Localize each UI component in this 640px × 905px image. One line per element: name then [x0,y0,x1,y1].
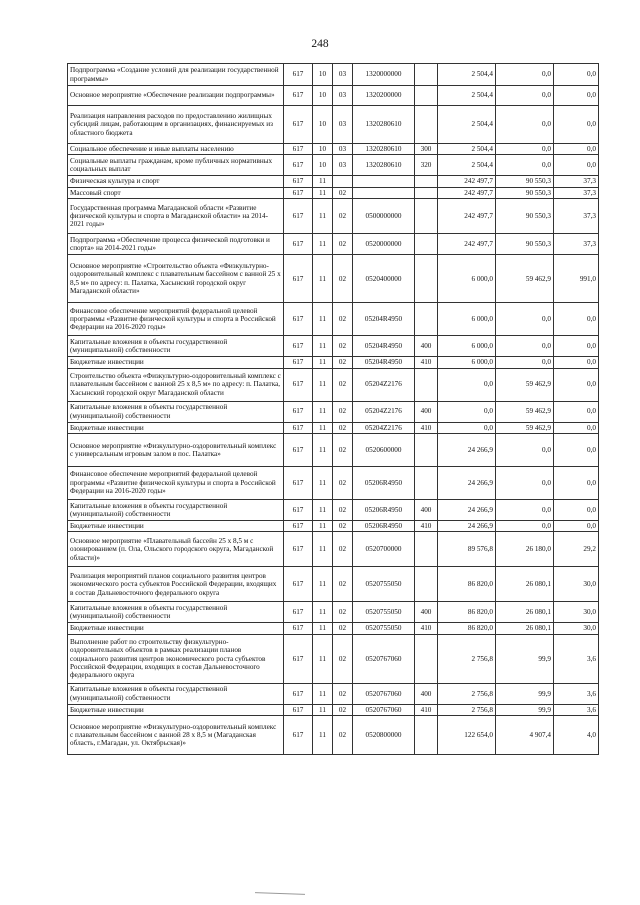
cell-section: 11 [313,368,333,401]
row-name: Капитальные вложения в объекты государственной (муниципальной) собственности [68,336,284,357]
cell-plan: 242 497,7 [438,234,496,255]
cell-subsection: 02 [333,683,353,704]
cell-percent: 0,0 [554,144,599,155]
table-row [68,155,599,176]
row-name: Подпрограмма «Обеспечение процесса физической подготовки и спорта» на 2014-2021 годы» [68,234,284,255]
table-row [68,64,599,86]
cell-expense-type: 410 [415,623,438,634]
cell-section: 11 [313,532,333,567]
cell-section: 10 [313,86,333,106]
cell-section: 11 [313,303,333,336]
cell-expense-type: 300 [415,144,438,155]
row-name: Финансовое обеспечение мероприятий федеральной целевой программы «Развитие физической культуры и спорта в Российской Федерации на 2016-2020 годы» [68,467,284,500]
cell-target-article: 0520755050 [353,602,415,623]
cell-ved: 617 [284,467,313,500]
cell-target-article: 0520600000 [353,434,415,467]
cell-ved: 617 [284,357,313,368]
cell-target-article: 0520400000 [353,255,415,303]
cell-subsection: 03 [333,144,353,155]
row-name: Основное мероприятие «Плавательный бассейн 25 х 8,5 м с озонированием (п. Ола, Ольского городского округа, Магаданской области)» [68,532,284,567]
cell-expense-type: 410 [415,357,438,368]
table-row [68,368,599,401]
cell-section: 11 [313,623,333,634]
cell-fact: 0,0 [496,500,554,521]
row-name: Капитальные вложения в объекты государственной (муниципальной) собственности [68,683,284,704]
cell-percent: 37,3 [554,176,599,187]
row-name: Основное мероприятие «Обеспечение реализации подпрограммы» [68,86,284,106]
cell-target-article: 0520000000 [353,234,415,255]
cell-ved: 617 [284,234,313,255]
table-row [68,106,599,144]
row-name: Реализация мероприятий планов социального развития центров экономического роста субъектов Российской Федерации, входящих в состав Дальневосточного федерального округа [68,567,284,602]
cell-ved: 617 [284,176,313,187]
cell-plan: 89 576,8 [438,532,496,567]
cell-ved: 617 [284,144,313,155]
cell-ved: 617 [284,422,313,433]
cell-expense-type [415,532,438,567]
cell-target-article: 05206R4950 [353,467,415,500]
cell-ved: 617 [284,683,313,704]
cell-subsection: 02 [333,602,353,623]
cell-fact: 0,0 [496,434,554,467]
cell-percent: 0,0 [554,467,599,500]
cell-percent: 0,0 [554,434,599,467]
cell-expense-type: 400 [415,602,438,623]
cell-expense-type [415,255,438,303]
cell-expense-type [415,467,438,500]
cell-subsection: 02 [333,634,353,683]
cell-fact: 0,0 [496,155,554,176]
cell-fact: 0,0 [496,86,554,106]
cell-plan: 6 000,0 [438,255,496,303]
cell-ved: 617 [284,187,313,198]
table-row [68,602,599,623]
cell-ved: 617 [284,500,313,521]
cell-section: 11 [313,187,333,198]
cell-target-article: 0520767060 [353,683,415,704]
cell-target-article [353,176,415,187]
cell-percent: 37,3 [554,199,599,234]
table-row [68,234,599,255]
cell-expense-type [415,199,438,234]
cell-percent: 4,0 [554,716,599,755]
cell-section: 11 [313,716,333,755]
table-row [68,683,599,704]
cell-section: 10 [313,144,333,155]
cell-target-article: 0520700000 [353,532,415,567]
cell-subsection: 02 [333,422,353,433]
cell-percent: 991,0 [554,255,599,303]
cell-section: 11 [313,521,333,532]
cell-target-article: 0520767060 [353,704,415,715]
cell-percent: 0,0 [554,368,599,401]
row-name: Капитальные вложения в объекты государственной (муниципальной) собственности [68,401,284,422]
cell-ved: 617 [284,623,313,634]
cell-section: 11 [313,434,333,467]
cell-subsection: 02 [333,255,353,303]
cell-target-article: 05206R4950 [353,521,415,532]
cell-subsection [333,176,353,187]
cell-expense-type [415,634,438,683]
cell-target-article: 05204R4950 [353,303,415,336]
cell-plan: 6 000,0 [438,303,496,336]
cell-plan: 2 756,8 [438,683,496,704]
table-row [68,303,599,336]
cell-percent: 0,0 [554,64,599,86]
cell-plan: 86 820,0 [438,623,496,634]
cell-percent: 0,0 [554,155,599,176]
cell-target-article: 1320000000 [353,64,415,86]
cell-plan: 0,0 [438,422,496,433]
table-row [68,187,599,198]
cell-ved: 617 [284,521,313,532]
cell-fact: 0,0 [496,357,554,368]
cell-plan: 242 497,7 [438,199,496,234]
cell-expense-type [415,234,438,255]
cell-expense-type: 400 [415,336,438,357]
cell-subsection: 02 [333,716,353,755]
cell-percent: 30,0 [554,623,599,634]
table-row [68,401,599,422]
cell-target-article: 05204Z2176 [353,401,415,422]
cell-subsection: 02 [333,704,353,715]
cell-target-article: 1320280610 [353,155,415,176]
table-row [68,623,599,634]
table-row [68,422,599,433]
cell-ved: 617 [284,704,313,715]
cell-section: 10 [313,64,333,86]
cell-percent: 0,0 [554,401,599,422]
table-row [68,532,599,567]
cell-plan: 24 266,9 [438,467,496,500]
cell-target-article: 0520755050 [353,623,415,634]
cell-plan: 2 504,4 [438,106,496,144]
table-row [68,255,599,303]
cell-expense-type [415,86,438,106]
cell-subsection: 02 [333,199,353,234]
cell-section: 11 [313,467,333,500]
cell-percent: 0,0 [554,303,599,336]
cell-plan: 6 000,0 [438,336,496,357]
cell-section: 11 [313,401,333,422]
row-name: Социальные выплаты гражданам, кроме публичных нормативных социальных выплат [68,155,284,176]
cell-plan: 242 497,7 [438,187,496,198]
cell-fact: 90 550,3 [496,234,554,255]
cell-subsection: 02 [333,434,353,467]
cell-target-article: 0500000000 [353,199,415,234]
cell-subsection: 02 [333,500,353,521]
cell-plan: 242 497,7 [438,176,496,187]
row-name: Физическая культура и спорт [68,176,284,187]
cell-plan: 2 504,4 [438,155,496,176]
cell-expense-type: 410 [415,521,438,532]
row-name: Выполнение работ по строительству физкультурно-оздоровительных объектов в рамках реализации планов социального развития центров экономического роста субъектов Российской Федерации, входящих в состав Дальневосточного федерального округа [68,634,284,683]
cell-fact: 99,9 [496,704,554,715]
cell-target-article: 1320280610 [353,144,415,155]
table-row [68,176,599,187]
cell-fact: 26 080,1 [496,567,554,602]
cell-expense-type: 400 [415,401,438,422]
cell-target-article: 05206R4950 [353,500,415,521]
cell-fact: 0,0 [496,521,554,532]
cell-expense-type [415,567,438,602]
cell-fact: 0,0 [496,64,554,86]
cell-percent: 3,6 [554,683,599,704]
cell-expense-type [415,64,438,86]
cell-section: 11 [313,602,333,623]
cell-subsection: 02 [333,532,353,567]
cell-fact: 59 462,9 [496,368,554,401]
cell-ved: 617 [284,64,313,86]
cell-plan: 0,0 [438,368,496,401]
row-name: Государственная программа Магаданской области «Развитие физической культуры и спорта в Магаданской области» на 2014-2021 годы» [68,199,284,234]
cell-fact: 90 550,3 [496,176,554,187]
cell-fact: 26 080,1 [496,602,554,623]
cell-ved: 617 [284,86,313,106]
row-name: Основное мероприятие «Строительство объекта «Физкультурно-оздоровительный комплекс с плавательным бассейном с ванной 25 х 8,5 м» по адресу: п. Палатка, Хасынский городской округ Магаданской области» [68,255,284,303]
row-name: Массовый спорт [68,187,284,198]
cell-section: 11 [313,634,333,683]
cell-subsection: 02 [333,401,353,422]
table-row [68,521,599,532]
table-row [68,634,599,683]
row-name: Бюджетные инвестиции [68,357,284,368]
cell-expense-type: 400 [415,683,438,704]
cell-expense-type: 320 [415,155,438,176]
cell-ved: 617 [284,303,313,336]
scan-mark [255,892,305,895]
cell-ved: 617 [284,106,313,144]
cell-section: 11 [313,683,333,704]
row-name: Капитальные вложения в объекты государственной (муниципальной) собственности [68,500,284,521]
row-name: Строительство объекта «Физкультурно-оздоровительный комплекс с плавательным бассейном с ванной 25 х 8,5 м» по адресу: п. Палатка, Хасынский городской округ Магаданской области [68,368,284,401]
row-name: Бюджетные инвестиции [68,422,284,433]
cell-target-article: 05204Z2176 [353,422,415,433]
table-row [68,199,599,234]
cell-ved: 617 [284,602,313,623]
cell-expense-type [415,368,438,401]
budget-table [67,63,599,755]
table-row [68,86,599,106]
cell-percent: 37,3 [554,234,599,255]
cell-fact: 59 462,9 [496,401,554,422]
cell-section: 11 [313,500,333,521]
cell-fact: 0,0 [496,467,554,500]
cell-subsection: 03 [333,155,353,176]
cell-percent: 3,6 [554,634,599,683]
cell-percent: 0,0 [554,357,599,368]
table-row [68,716,599,755]
cell-plan: 2 504,4 [438,144,496,155]
table-row [68,144,599,155]
cell-subsection: 03 [333,106,353,144]
cell-ved: 617 [284,155,313,176]
cell-expense-type [415,434,438,467]
cell-percent: 0,0 [554,521,599,532]
cell-percent: 0,0 [554,500,599,521]
cell-subsection: 02 [333,303,353,336]
cell-section: 11 [313,567,333,602]
cell-target-article: 0520755050 [353,567,415,602]
cell-section: 11 [313,234,333,255]
cell-fact: 59 462,9 [496,255,554,303]
cell-fact: 99,9 [496,634,554,683]
cell-ved: 617 [284,434,313,467]
cell-subsection: 02 [333,521,353,532]
cell-plan: 2 756,8 [438,704,496,715]
cell-ved: 617 [284,368,313,401]
cell-section: 10 [313,155,333,176]
cell-percent: 0,0 [554,106,599,144]
cell-target-article: 1320200000 [353,86,415,106]
row-name: Основное мероприятие «Физкультурно-оздоровительный комплекс с плавательным бассейном с ванной 28 х 8,5 м (Магаданская область, г.Магадан, ул. Октябрьская)» [68,716,284,755]
table-row [68,567,599,602]
cell-fact: 59 462,9 [496,422,554,433]
row-name: Бюджетные инвестиции [68,704,284,715]
table-row [68,704,599,715]
cell-fact: 0,0 [496,303,554,336]
cell-ved: 617 [284,255,313,303]
cell-fact: 26 080,1 [496,623,554,634]
cell-percent: 3,6 [554,704,599,715]
cell-subsection: 02 [333,368,353,401]
cell-plan: 86 820,0 [438,567,496,602]
cell-expense-type [415,716,438,755]
cell-ved: 617 [284,336,313,357]
cell-subsection: 02 [333,623,353,634]
cell-subsection: 02 [333,567,353,602]
cell-ved: 617 [284,199,313,234]
cell-plan: 2 504,4 [438,86,496,106]
cell-target-article: 0520800000 [353,716,415,755]
cell-fact: 90 550,3 [496,187,554,198]
cell-expense-type: 410 [415,704,438,715]
cell-section: 11 [313,255,333,303]
row-name: Бюджетные инвестиции [68,521,284,532]
cell-plan: 0,0 [438,401,496,422]
cell-expense-type: 400 [415,500,438,521]
cell-percent: 0,0 [554,336,599,357]
row-name: Финансовое обеспечение мероприятий федеральной целевой программы «Развитие физической культуры и спорта в Российской Федерации на 2016-2020 годы» [68,303,284,336]
cell-expense-type [415,176,438,187]
cell-percent: 37,3 [554,187,599,198]
cell-plan: 2 504,4 [438,64,496,86]
cell-expense-type [415,187,438,198]
cell-plan: 86 820,0 [438,602,496,623]
cell-target-article: 05204R4950 [353,336,415,357]
cell-section: 11 [313,357,333,368]
row-name: Реализация направления расходов по предоставлению жилищных субсидий лицам, работающим в организациях, финансируемых из областного бюджета [68,106,284,144]
cell-percent: 0,0 [554,422,599,433]
table-row [68,500,599,521]
cell-fact: 99,9 [496,683,554,704]
cell-subsection: 02 [333,234,353,255]
cell-percent: 29,2 [554,532,599,567]
cell-target-article: 0520767060 [353,634,415,683]
cell-section: 11 [313,422,333,433]
cell-section: 10 [313,106,333,144]
cell-plan: 24 266,9 [438,500,496,521]
row-name: Подпрограмма «Создание условий для реализации государственной программы» [68,64,284,86]
cell-subsection: 03 [333,86,353,106]
cell-expense-type [415,303,438,336]
cell-fact: 0,0 [496,106,554,144]
cell-target-article: 1320280610 [353,106,415,144]
cell-ved: 617 [284,634,313,683]
cell-ved: 617 [284,532,313,567]
row-name: Основное мероприятие «Физкультурно-оздоровительный комплекс с универсальным игровым залом в пос. Палатка» [68,434,284,467]
cell-ved: 617 [284,716,313,755]
cell-ved: 617 [284,567,313,602]
cell-fact: 4 907,4 [496,716,554,755]
cell-plan: 24 266,9 [438,434,496,467]
cell-plan: 2 756,8 [438,634,496,683]
cell-fact: 0,0 [496,336,554,357]
cell-fact: 26 180,0 [496,532,554,567]
cell-plan: 6 000,0 [438,357,496,368]
cell-percent: 30,0 [554,567,599,602]
row-name: Капитальные вложения в объекты государственной (муниципальной) собственности [68,602,284,623]
cell-target-article [353,187,415,198]
cell-target-article: 05204Z2176 [353,368,415,401]
cell-plan: 122 654,0 [438,716,496,755]
cell-subsection: 02 [333,187,353,198]
cell-expense-type: 410 [415,422,438,433]
cell-percent: 0,0 [554,86,599,106]
table-row [68,434,599,467]
cell-subsection: 02 [333,357,353,368]
cell-section: 11 [313,176,333,187]
cell-expense-type [415,106,438,144]
cell-ved: 617 [284,401,313,422]
cell-percent: 30,0 [554,602,599,623]
table-row [68,357,599,368]
cell-section: 11 [313,704,333,715]
cell-target-article: 05204R4950 [353,357,415,368]
cell-subsection: 02 [333,467,353,500]
table-row [68,467,599,500]
cell-subsection: 02 [333,336,353,357]
row-name: Бюджетные инвестиции [68,623,284,634]
row-name: Социальное обеспечение и иные выплаты населению [68,144,284,155]
cell-fact: 0,0 [496,144,554,155]
cell-fact: 90 550,3 [496,199,554,234]
cell-subsection: 03 [333,64,353,86]
page-number: 248 [311,38,329,50]
table-row [68,336,599,357]
cell-section: 11 [313,336,333,357]
cell-section: 11 [313,199,333,234]
cell-plan: 24 266,9 [438,521,496,532]
